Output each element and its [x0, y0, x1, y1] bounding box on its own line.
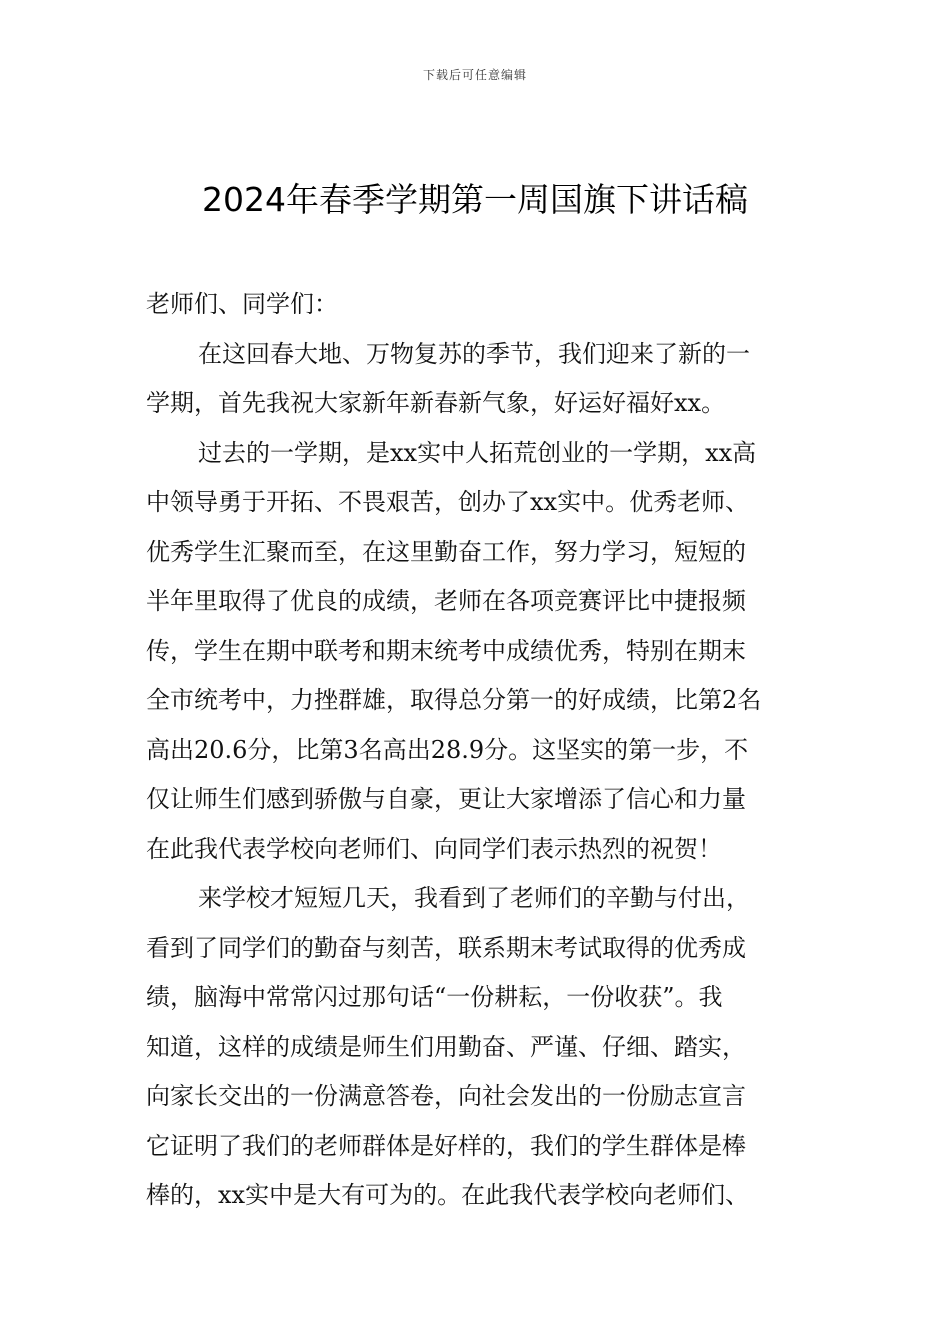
paragraph-line: 来学校才短短几天，我看到了老师们的辛勤与付出， [198, 884, 750, 912]
paragraph-line: 优秀学生汇聚而至，在这里勤奋工作，努力学习，短短的 [146, 537, 746, 566]
document-title: 2024年春季学期第一周国旗下讲话稿 [202, 180, 748, 219]
paragraph-line: 高出20.6分，比第3名高出28.9分。这坚实的第一步，不 [146, 735, 749, 764]
paragraph-line: 它证明了我们的老师群体是好样的，我们的学生群体是棒 [146, 1131, 746, 1160]
paragraph-line: 传，学生在期中联考和期末统考中成绩优秀，特别在期末 [146, 636, 746, 665]
paragraph-3 [146, 874, 810, 1221]
paragraph-line: 棒的，xx实中是大有可为的。在此我代表学校向老师们、 [146, 1181, 750, 1209]
paragraph-line: 半年里取得了优良的成绩，老师在各项竞赛评比中捷报频 [146, 587, 746, 615]
paragraph-line: 向家长交出的一份满意答卷，向社会发出的一份励志宣言 [146, 1082, 746, 1110]
paragraph-line: 看到了同学们的勤奋与刻苦，联系期末考试取得的优秀成 [146, 933, 746, 962]
salutation: 老师们、同学们： [146, 290, 338, 318]
paragraph-line: 全市统考中，力挫群雄，取得总分第一的好成绩，比第2名 [146, 686, 762, 714]
document-body [146, 280, 810, 1221]
header-note: 下载后可任意编辑 [422, 68, 527, 82]
paragraph-line: 绩，脑海中常常闪过那句话“一份耕耘，一份收获”。我 [146, 983, 723, 1011]
paragraph-line: 仅让师生们感到骄傲与自豪，更让大家增添了信心和力量 [146, 785, 746, 813]
paragraph-1 [146, 330, 810, 429]
paragraph-line: 知道，这样的成绩是师生们用勤奋、严谨、仔细、踏实， [146, 1032, 746, 1061]
paragraph-line: 过去的一学期，是xx实中人拓荒创业的一学期，xx高 [198, 438, 757, 467]
paragraph-line: 学期，首先我祝大家新年新春新气象，好运好福好xx。 [146, 389, 726, 417]
paragraph-line: 中领导勇于开拓、不畏艰苦，创办了xx实中。优秀老师、 [146, 488, 750, 516]
paragraph-2 [146, 429, 810, 875]
paragraph-line: 在这回春大地、万物复苏的季节，我们迎来了新的一 [198, 339, 750, 368]
paragraph-line: 在此我代表学校向老师们、向同学们表示热烈的祝贺！ [146, 834, 722, 863]
